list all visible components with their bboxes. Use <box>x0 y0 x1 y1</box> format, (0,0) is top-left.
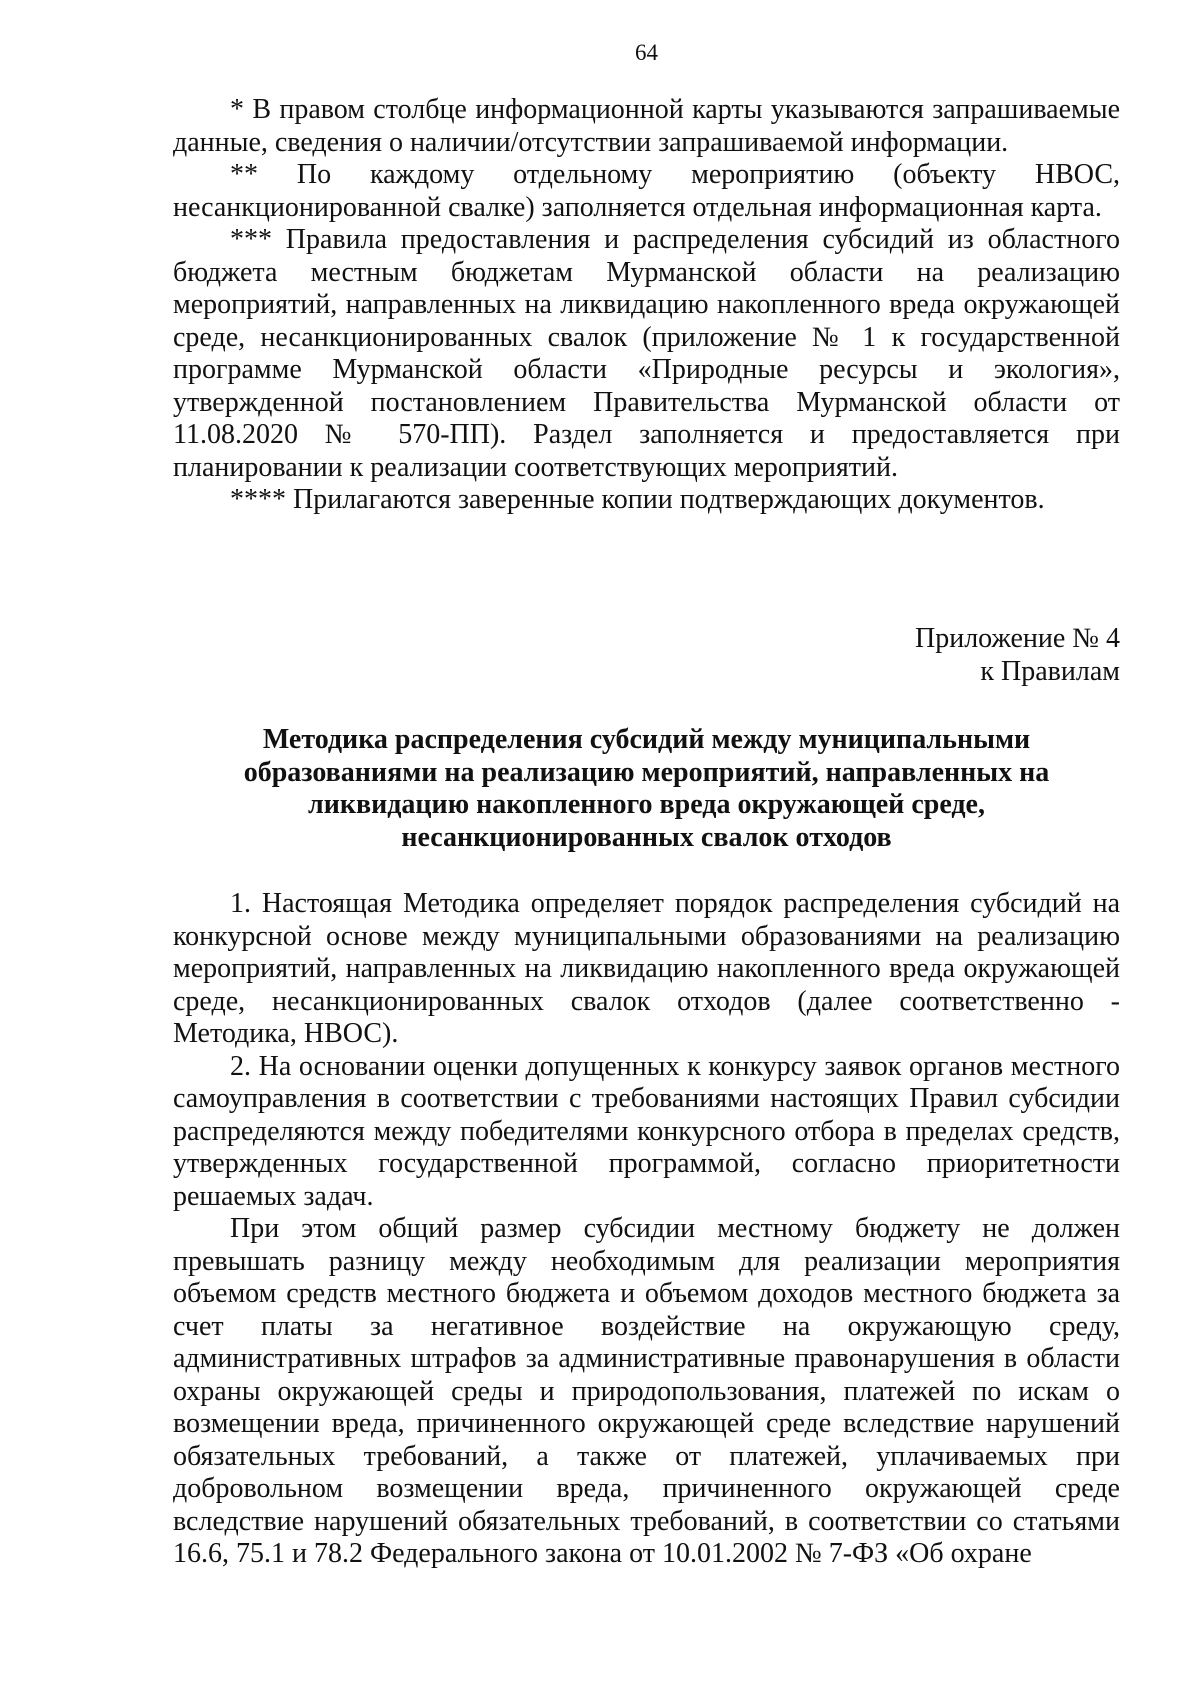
footnote-1: * В правом столбце информационной карты указываются запрашиваемые данные, сведения о наличии/отсутствии запрашиваемой информации. <box>173 94 1120 158</box>
title-line-4: несанкционированных свалок отходов <box>401 821 892 853</box>
footnote-4: **** Прилагаются заверенные копии подтверждающих документов. <box>230 484 1045 515</box>
title-line-1: Методика распределения субсидий между муниципальными <box>262 724 1031 755</box>
footnote-2: ** По каждому отдельному мероприятию (объекту НВОС, несанкционированной свалке) заполняется отдельная информационная карта. <box>173 159 1120 223</box>
footnotes <box>173 94 1120 517</box>
title-line-3: ликвидацию накопленного вреда окружающей среде, <box>308 789 985 820</box>
appendix-label <box>173 622 1120 688</box>
appendix-number: Приложение № 4 <box>915 623 1120 654</box>
document-title <box>173 724 1120 854</box>
methodology-body <box>173 888 1120 1571</box>
paragraph-2: 2. На основании оценки допущенных к конкурсу заявок органов местного самоуправления в соответствии с требованиями настоящих Правил субсидии распределяются между победителями конкурсного отбора в пределах средств, утвержденных государственной программой, согласно приоритетности решаемых задач. <box>173 1050 1120 1212</box>
title-line-2: образованиями на реализацию мероприятий, направленных на <box>243 756 1050 788</box>
appendix-reference: к Правилам <box>980 656 1120 687</box>
footnote-3: *** Правила предоставления и распределения субсидий из областного бюджета местным бюджетам Мурманской области на реализацию мероприятий, направленных на ликвидацию накопленного вреда окружающей среде, несанкционированных свалок (приложение № 1 к государственной программе Мурманской области «Природные ресурсы и экология», утвержденной постановлением Правительства Мурманской области от 11.08.2020 № 570-ПП). Раздел заполняется и предоставляется при планировании к реализации соответствующих мероприятий. <box>173 224 1120 483</box>
paragraph-1: 1. Настоящая Методика определяет порядок распределения субсидий на конкурсной основе между муниципальными образованиями на реализацию мероприятий, направленных на ликвидацию накопленного вреда окружающей среде, несанкционированных свалок отходов (далее соответственно - Методика, НВОС). <box>173 888 1120 1049</box>
paragraph-3: При этом общий размер субсидии местному бюджету не должен превышать разницу между необходимым для реализации мероприятия объемом средств местного бюджета и объемом доходов местного бюджета за счет платы за негативное воздействие на окружающую среду, административных штрафов за административные правонарушения в области охраны окружающей среды и природопользования, платежей по искам о возмещении вреда, причиненного окружающей среде вследствие нарушений обязательных требований, а также от платежей, уплачиваемых при добровольном возмещении вреда, причиненного окружающей среде вследствие нарушений обязательных требований, в соответствии со статьями 16.6, 75.1 и 78.2 Федерального закона от 10.01.2002 № 7-ФЗ «Об охране <box>173 1213 1120 1569</box>
page-number: 64 <box>635 40 658 65</box>
